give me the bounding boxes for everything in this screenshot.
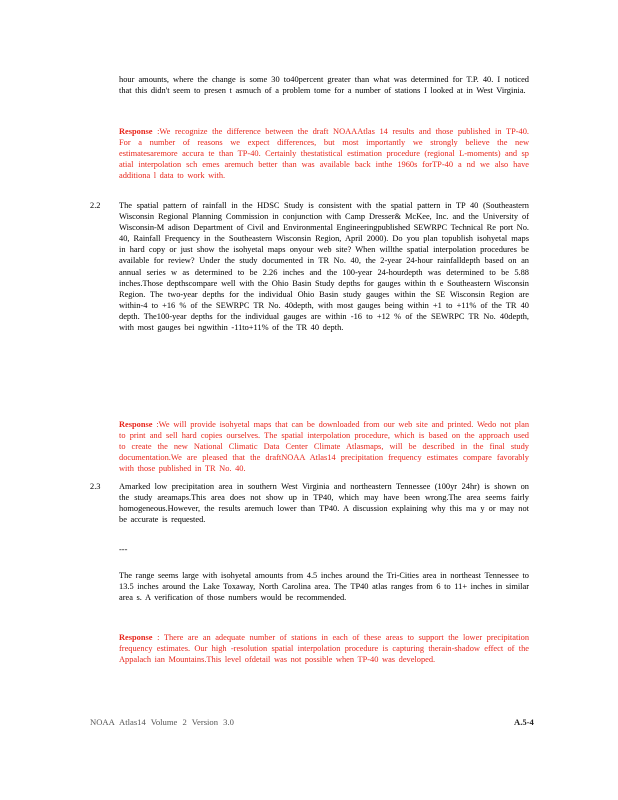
- response-paragraph-1: [119, 126, 529, 181]
- comment-paragraph-2-3: Amarked low precipitation area in southern West Virginia and northeastern Tennessee (100yr 24hr) is shown on the study areamaps.This area does not show up in TP40, which may have been wrong.The area seems fairly homogeneous.However, the results aremuch lower than TP40. A discussion explaining why this ma y or may not be accurate is requested.: [119, 482, 529, 525]
- section-number-2-2: 2.2: [90, 201, 101, 210]
- paragraph-range-comment: The range seems large with isohyetal amounts from 4.5 inches around the Tri-Cities area in northeast Tennessee to 13.5 inches around the Lake Toxaway, North Carolina area. The TP40 atlas ranges from 6 to 11+ inches in similar area s. A verification of those numbers would be recommended.: [119, 571, 529, 603]
- paragraph-continuation: hour amounts, where the change is some 30 to40percent greater than what was determined for T.P. 40. I noticed that this didn't seem to presen t asmuch of a problem tome for a number of stations I looked at in West Virginia.: [119, 75, 529, 96]
- response-label: Response: [119, 127, 153, 136]
- footer-atlas-title: NOAA Atlas14 Volume 2 Version 3.0: [90, 717, 234, 727]
- response-label: Response: [119, 420, 153, 429]
- response-text: : There are an adequate number of stations in each of these areas to support the lower precipitation frequency estimates. Our high -resolution spatial interpolation procedure is capturing therain-shadow effect of the Appalach ian Mountains.This level ofdetail was not possible when TP-40 was developed.: [119, 633, 530, 665]
- response-paragraph-2: [119, 419, 529, 474]
- response-text: :We will provide isohyetal maps that can be downloaded from our web site and printed. Wedo not plan to print and sell hard copies ourselves. The spatial interpolation procedure, which is based on the approach used to create the new National Climatic Data Center Climate Atlasmaps, will be described in the final study documentation.We are pleased that the draftNOAA Atlas14 precipitation frequency estimates compare favorably with those published in TR No. 40.: [119, 420, 530, 474]
- response-label: Response: [119, 633, 153, 642]
- comment-paragraph-2-2: The spatial pattern of rainfall in the HDSC Study is consistent with the spatial pattern in TP 40 (Southeastern Wisconsin Regional Planning Commission in conjunction with Camp Dresser& McKee, Inc. and the University of Wisconsin-M adison Department of Civil and Environmental Engineeringpublished SEWRPC Technical Re port No. 40, Rainfall Frequency in the Southeastern Wisconsin Region, April 2000). Do you plan topublish isohyetal maps in hard copy or just show the isohyetal maps onyour web site? When willthe spatial interpolation procedures be available for review? Under the study documented in TR No. 40, the 2-year 24-hour rainfalldepth based on an annual series w as determined to be 2.26 inches and the 100-year 24-hourdepth was determined to be 5.88 inches.Those depthscompare well with the Ohio Basin Study depths for gauges within th e Southeastern Wisconsin Region. The two-year depths for the individual Ohio Basin study gauges within the SE Wisconsin Region are within-4 to +16 % of the SEWRPC TR No. 40depth, with most gauges being within +1 to +11% of the TR 40 depth. The100-year depths for the individual gauges are within -16 to +12 % of the SEWRPC TR No. 40depth, with most gauges bei ngwithin -11to+11% of the TR 40 depth.: [119, 201, 529, 333]
- response-text: :We recognize the difference between the draft NOAAAtlas 14 results and those published in TP-40. For a number of reasons we expect differences, but most importantly we strongly believe the new estimatesaremore accura te than TP-40. Certainly thestatistical estimation procedure (regional L-moments) and sp atial interpolation sch emes aremuch better than was available back inthe 1960s forTP-40 a nd we also have additiona l data to work with.: [119, 127, 529, 181]
- separator-dashes: ---: [119, 545, 128, 554]
- response-paragraph-3: [119, 632, 529, 665]
- footer-page-number: A.5-4: [514, 717, 534, 727]
- section-number-2-3: 2.3: [90, 482, 101, 491]
